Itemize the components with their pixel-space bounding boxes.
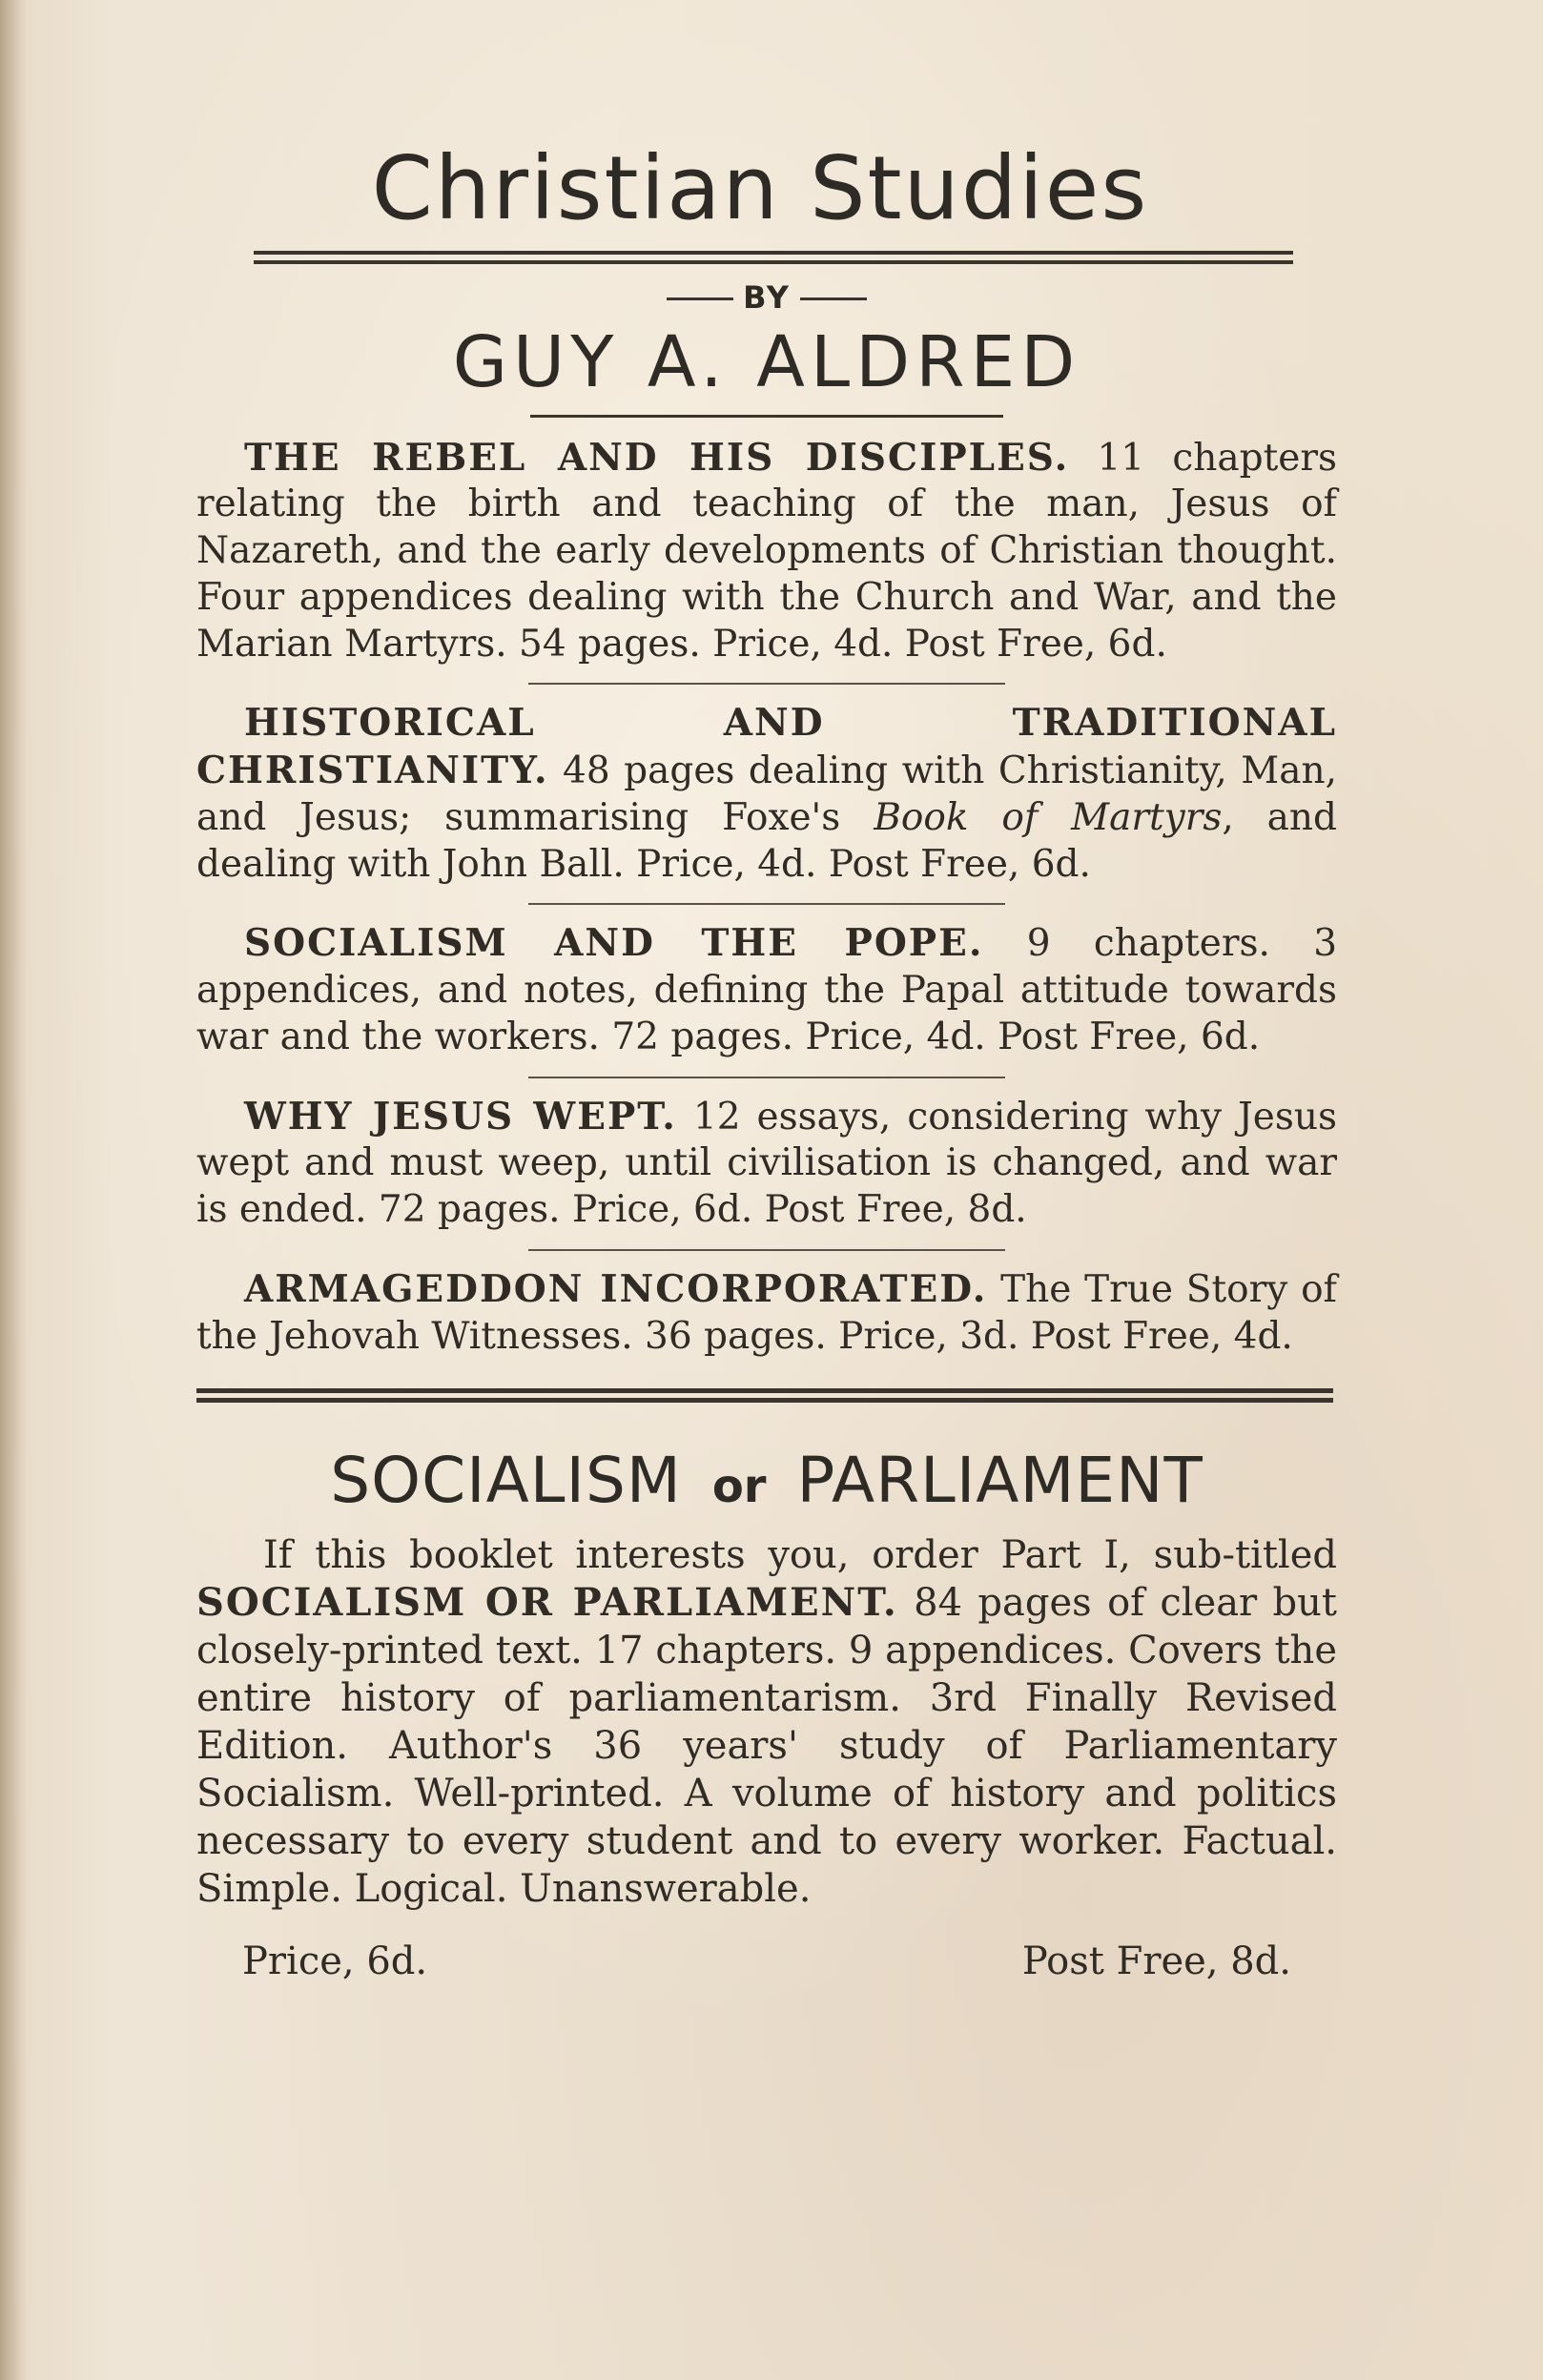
by-label: BY (743, 278, 791, 316)
entry-text: 11 chapters relating the birth and teaching of the man, Jesus of Nazareth, and the early developments of Christian thought. Four appendices dealing with the Church and War, and the Marian Martyrs. 54 pages. Price, 4d. Post Free, 6d. (196, 436, 1338, 666)
entry-divider (528, 1249, 1005, 1251)
section-title-left: SOCIALISM (330, 1444, 682, 1518)
page-content (196, 137, 1338, 1983)
entry-wept (196, 1094, 1337, 1234)
section-post-free: Post Free, 8d. (1021, 1939, 1291, 1983)
section-rule-top (196, 1388, 1333, 1393)
entry-text: The True Story of the Jehovah Witnesses. 36 pages. Price, 3d. Post Free, 4d. (196, 1267, 1337, 1358)
entry-text: , and dealing with John Ball. Price, 4d. Post Free, 6d. (196, 795, 1337, 886)
entry-rebel (196, 435, 1337, 668)
title-rule-top (254, 251, 1293, 255)
by-dash-left (667, 298, 733, 300)
section-title-mid: or (711, 1460, 767, 1514)
entry-title: ARMAGEDDON INCORPORATED. (244, 1266, 988, 1311)
section-body-bold: SOCIALISM OR PARLIAMENT. (196, 1579, 898, 1625)
entry-title: SOCIALISM AND THE POPE. (244, 921, 984, 966)
entry-title: THE REBEL AND HIS DISCIPLES. (244, 435, 1070, 480)
entry-italic-title: Book of Martyrs (874, 795, 1223, 839)
entry-pope (196, 920, 1337, 1060)
section-body (196, 1531, 1337, 1913)
by-dash-right (800, 298, 867, 300)
entry-text: 9 chapters. 3 appendices, and notes, defining the Papal attitude towards war and the workers. 72 pages. Price, 4d. Post Free, 6d. (196, 922, 1338, 1058)
page-gutter (0, 0, 27, 2380)
entry-text: 12 essays, considering why Jesus wept and must weep, until civilisation is changed, and war is ended. 72 pages. Price, 6d. Post Free, 8d. (196, 1095, 1337, 1232)
entry-divider (528, 903, 1005, 905)
section-price: Price, 6d. (242, 1939, 428, 1983)
entry-title: HISTORICAL AND TRADITIONAL CHRISTIANITY. (196, 701, 1337, 793)
entry-title: WHY JESUS WEPT. (244, 1094, 677, 1139)
entry-divider (528, 1077, 1005, 1078)
section-title (196, 1446, 1337, 1516)
section-body-text: If this booklet interests you, order Part I, sub-titled (263, 1532, 1337, 1577)
entry-armageddon (196, 1266, 1337, 1361)
author-rule (530, 415, 1003, 418)
entry-text: 48 pages dealing with Christianity, Man, and Jesus; summarising Foxe's (196, 749, 1337, 839)
title-rule-bottom (254, 260, 1293, 264)
section-body-text: 84 pages of clear but closely-printed text. 17 chapters. 9 appendices. Covers the entire history of parliamentarism. 3rd Finally Revised Edition. Author's 36 years' study of Parliamentary Socialism. Well-printed. A volume of history and politics necessary to every student and to every worker. Factual. Simple. Logical. Unanswerable. (196, 1580, 1337, 1911)
entry-historical (196, 700, 1337, 888)
author-name: GUY A. ALDRED (452, 320, 1081, 403)
entry-divider (528, 683, 1005, 685)
section-rule-bottom (196, 1398, 1333, 1403)
by-line (196, 279, 1337, 316)
page-title: Christian Studies (371, 137, 1149, 239)
price-row (196, 1939, 1337, 1983)
section-title-right: PARLIAMENT (796, 1444, 1204, 1518)
